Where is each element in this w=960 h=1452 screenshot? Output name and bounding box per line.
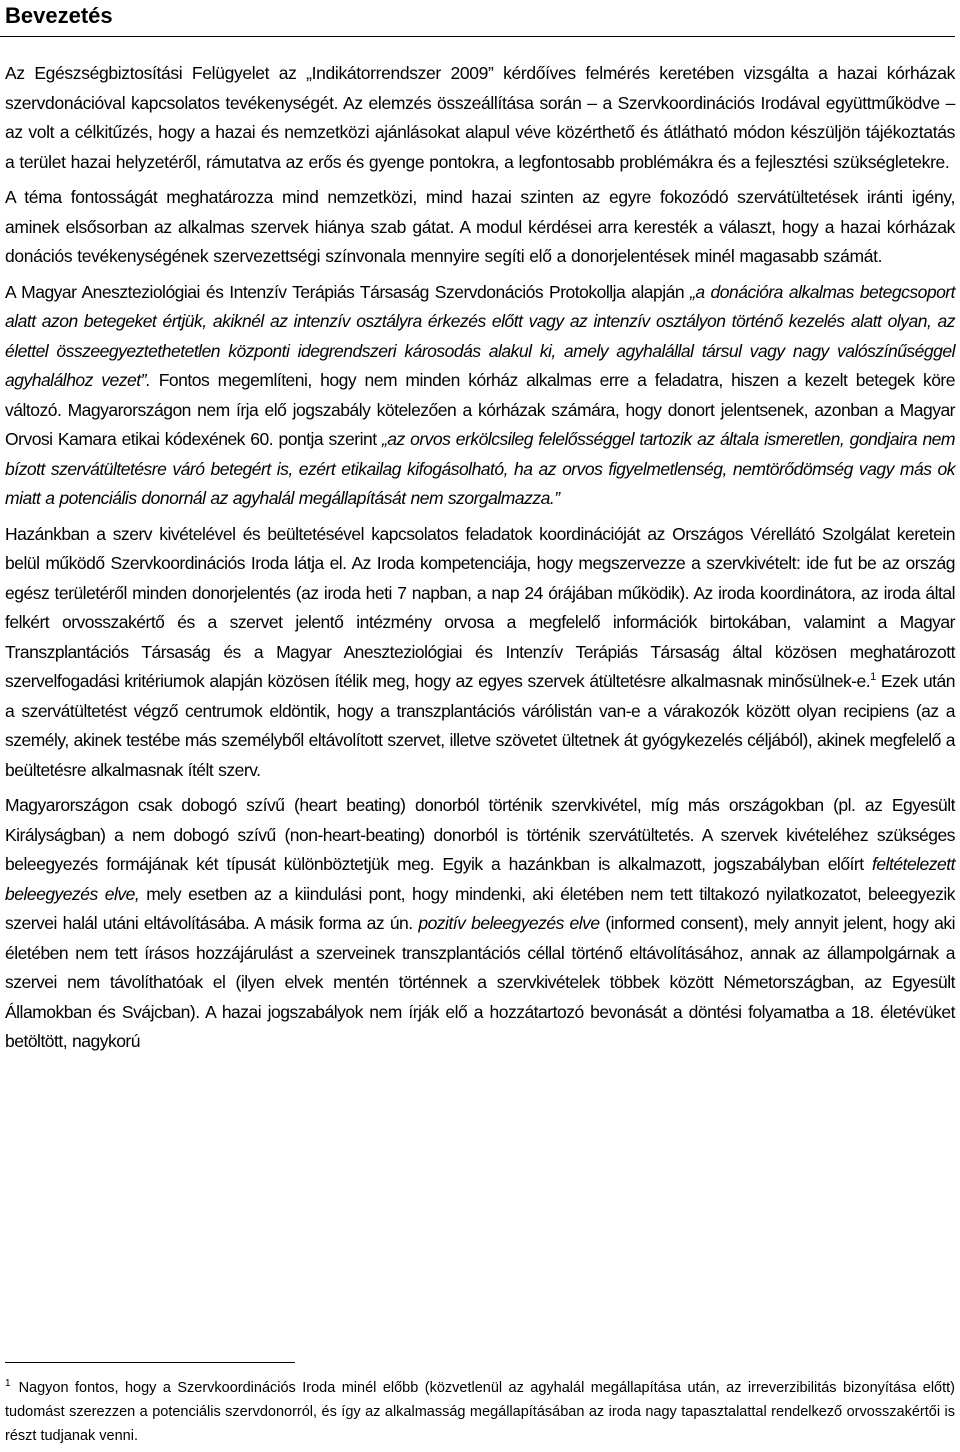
ethics-code-quote: „az orvos erkölcsileg felelősséggel tartozik az általa ismeretlen, gondjaira nem bízott szervátültetésre váró betegért is, ezért etikailag kifogásolható, ha az orvos figyelmetlenség, nemtörődömség vagy más ok miatt a potenciális donornál az agyhalál megállapítását nem szorgalmazza.” [5,429,955,508]
coordination-text: Hazánkban a szerv kivételével és beültetésével kapcsolatos feladatok koordinációját az Országos Vérellátó Szolgálat keretein belül működő Szervkoordinációs Iroda látja el. Az Iroda kompetenciája, hogy megszervezze a szervkivételt: ide fut be az ország egész területéről minden donorjelentés (az iroda heti 7 napban, a nap 24 órájában működik). Az iroda koordinátora, az iroda által felkért orvosszakértő és a szervet jelentő intézmény orvosa a megfelelő információk birtokában, valamint a Magyar Transzplantációs Társaság és a Magyar Aneszteziológiai és Intenzív Terápiás Társaság által közösen meghatározott szervelfogadási kritériumok alapján közösen ítélik meg, hogy az egyes szervek átültetésre alkalmasnak minősülnek-e. [5,523,955,691]
footnote-text: Nagyon fontos, hogy a Szervkoordinációs Iroda minél előbb (közvetlenül az agyhalál megállapítása után, az irreverzibilitás bizonyítása előtt) tudomást szerezzen a potenciális szervdonorról, és így az alkalmasság megállapításában az iroda nagy tapasztalattal rendelkező orvosszakértői is részt tudjanak venni. [5,1380,955,1444]
section-title: Bevezetés [5,3,113,28]
footnote-separator [5,1362,295,1363]
paragraph-coordination [5,520,955,786]
document-page [5,0,955,1452]
consent-text-3: (informed consent), mely annyit jelent, hogy aki életében nem tett írásos hozzájárulást a szerveinek transzplantációs céllal történő eltávolításához, annak az állampolgárnak a szervei nem távolíthatóak el (ilyen elvek mentén történnek a szervkivételek többek között Németországban, az Egyesült Államokban és Svájcban). A hazai jogszabályok nem írják elő a hozzátartozó bevonását a döntési folyamatba a 18. életévüket betöltött, nagykorú [5,913,956,1051]
paragraph-protocol [5,278,955,514]
protocol-lead-text: A Magyar Aneszteziológiai és Intenzív Terápiás Társaság Szervdonációs Protokollja alapján [5,281,691,302]
coordination-text-cont: Ezek után a szervátültetést végző centrumok eldöntik, hogy a transzplantációs várólistán van-e a várakozók között olyan recipiens (az a személy, akinek testébe más személyből eltávolított szervet, illetve szövetet ültetnek át gyógykezelés céljából), akinek megfelelő a beültetésre alkalmasnak ítélt szerv. [5,671,955,780]
footnote-reference[interactable]: 1 [870,671,876,684]
paragraph-consent [5,791,955,1057]
footnote-number: 1 [5,1378,11,1390]
consent-text-2: mely esetben az a kiindulási pont, hogy mindenki, aki életében nem tett tiltakozó nyilatkozatot, beleegyezik szervei halál utáni eltávolításába. A másik forma az ún. [5,883,955,933]
document-body [5,59,955,1057]
title-underline [0,36,955,37]
protocol-quote: „a donációra alkalmas betegcsoport alatt azon betegeket értjük, akiknél az intenzív osztályra érkezés előtt vagy az intenzív osztályon történő kezelés alatt olyan, az élettel összeegyeztethetetlen központi idegrendszeri károsodás alakul ki, amely agyhalállal társul vagy nagy valószínűséggel agyhalálhoz vezet”. [5,281,955,390]
positive-consent-term: pozitív beleegyezés elve [418,913,600,933]
protocol-middle-text: Fontos megemlíteni, hogy nem minden kórház alkalmas erre a feladatra, hiszen a kezelt betegek köre változó. Magyarországon nem írja elő jogszabály kötelezően a kórházak számára, hogy donort jelentsenek, azonban a Magyar Orvosi Kamara etikai kódexének 60. pontja szerint [5,370,955,449]
consent-text-1: Magyarországon csak dobogó szívű (heart beating) donorból történik szervkivétel, míg más országokban (pl. az Egyesült Királyságban) a nem dobogó szívű (non-heart-beating) donorból is történik szervátültetés. A szervek kivételéhez szükséges beleegyezés formájának két típusát különböztetjük meg. Egyik a hazánkban is alkalmazott, jogszabályban előírt [5,795,955,874]
presumed-consent-term: feltételezett beleegyezés elve, [5,854,955,904]
paragraph-importance: A téma fontosságát meghatározza mind nemzetközi, mind hazai szinten az egyre fokozódó szervátültetések iránti igény, aminek elsősorban az alkalmas szervek hiánya szab gátat. A modul kérdései arra keresték a választ, hogy a hazai kórházak donációs tevékenységének szervezettségi színvonala mennyire segíti elő a donorjelentések minél magasabb számát. [5,187,955,266]
footnote [5,1376,955,1448]
paragraph-intro: Az Egészségbiztosítási Felügyelet az „Indikátorrendszer 2009” kérdőíves felmérés keretében vizsgálta a hazai kórházak szervdonációval kapcsolatos tevékenységét. Az elemzés összeállítása során – a Szervkoordinációs Irodával együttműködve – az volt a célkitűzés, hogy a hazai és nemzetközi ajánlásokat alapul véve közérthető és átlátható módon készüljön tájékoztatás a terület hazai helyzetéről, rámutatva az erős és gyenge pontokra, a legfontosabb problémákra és a fejlesztési szükségletekre. [5,63,955,172]
